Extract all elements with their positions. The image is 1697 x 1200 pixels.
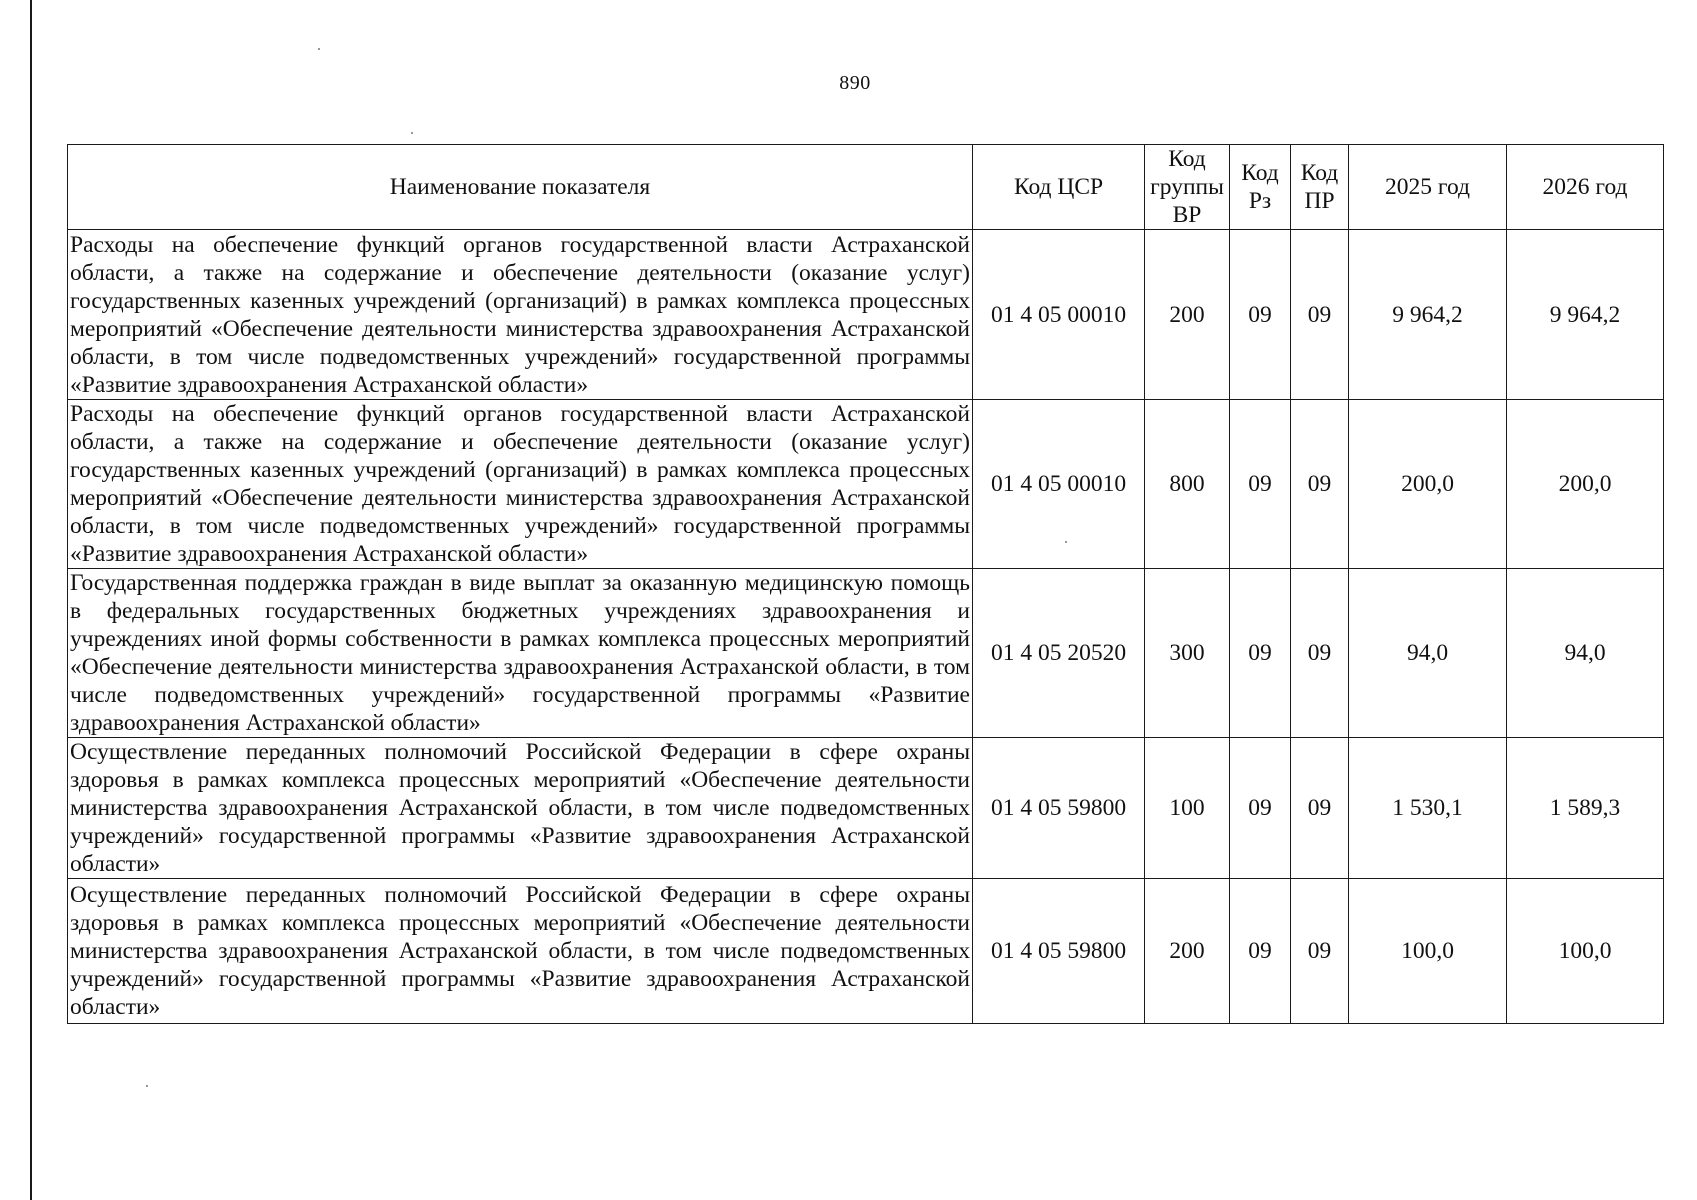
row-amount-2026: 100,0 bbox=[1507, 879, 1664, 1024]
table-row bbox=[68, 738, 1664, 879]
row-code-rz: 09 bbox=[1230, 400, 1291, 569]
row-code-vr: 200 bbox=[1145, 230, 1230, 400]
header-code-rz bbox=[1230, 145, 1291, 230]
row-name: Государственная поддержка граждан в виде выплат за оказанную медицинскую помощь в федеральных государственных бюджетных учреждениях здравоохранения и учреждениях иной формы собственности в рамках комплекса процессных мероприятий «Обеспечение деятельности министерства здравоохранения Астраханской области, в том числе подведомственных учреждений» государственной программы «Развитие здравоохранения Астраханской области» bbox=[68, 569, 973, 738]
header-name: Наименование показателя bbox=[68, 145, 973, 230]
row-amount-2025: 200,0 bbox=[1349, 400, 1507, 569]
header-year-2026: 2026 год bbox=[1507, 145, 1664, 230]
table-header-row bbox=[68, 145, 1664, 230]
row-name: Осуществление переданных полномочий Российской Федерации в сфере охраны здоровья в рамках комплекса процессных мероприятий «Обеспечение деятельности министерства здравоохранения Астраханской области, в том числе подведомственных учреждений» государственной программы «Развитие здравоохранения Астраханской области» bbox=[68, 879, 973, 1024]
row-amount-2026: 94,0 bbox=[1507, 569, 1664, 738]
budget-table bbox=[67, 144, 1664, 1024]
table-row bbox=[68, 230, 1664, 400]
row-code-csr: 01 4 05 20520 bbox=[973, 569, 1145, 738]
row-code-rz: 09 bbox=[1230, 879, 1291, 1024]
row-code-rz: 09 bbox=[1230, 230, 1291, 400]
header-code-pr-line: ПР bbox=[1304, 188, 1335, 214]
scan-speck bbox=[411, 132, 413, 134]
row-amount-2025: 100,0 bbox=[1349, 879, 1507, 1024]
scan-speck bbox=[318, 48, 320, 50]
header-code-csr: Код ЦСР bbox=[973, 145, 1145, 230]
row-amount-2026: 1 589,3 bbox=[1507, 738, 1664, 879]
row-amount-2025: 9 964,2 bbox=[1349, 230, 1507, 400]
scan-speck bbox=[146, 1085, 148, 1087]
row-amount-2026: 200,0 bbox=[1507, 400, 1664, 569]
row-code-pr: 09 bbox=[1291, 738, 1349, 879]
row-name: Осуществление переданных полномочий Российской Федерации в сфере охраны здоровья в рамках комплекса процессных мероприятий «Обеспечение деятельности министерства здравоохранения Астраханской области, в том числе подведомственных учреждений» государственной программы «Развитие здравоохранения Астраханской области» bbox=[68, 738, 973, 879]
header-code-vr bbox=[1145, 145, 1230, 230]
row-amount-2025: 1 530,1 bbox=[1349, 738, 1507, 879]
row-code-csr: 01 4 05 59800 bbox=[973, 738, 1145, 879]
header-code-rz-line: Рз bbox=[1248, 188, 1272, 214]
row-code-vr: 200 bbox=[1145, 879, 1230, 1024]
header-code-vr-line: Код bbox=[1168, 146, 1206, 172]
row-amount-2025: 94,0 bbox=[1349, 569, 1507, 738]
header-code-rz-line: Код bbox=[1241, 160, 1279, 186]
row-name: Расходы на обеспечение функций органов государственной власти Астраханской области, а также на содержание и обеспечение деятельности (оказание услуг) государственных казенных учреждений (организаций) в рамках комплекса процессных мероприятий «Обеспечение деятельности министерства здравоохранения Астраханской области, в том числе подведомственных учреждений» государственной программы «Развитие здравоохранения Астраханской области» bbox=[68, 230, 973, 400]
header-code-pr bbox=[1291, 145, 1349, 230]
row-code-csr: 01 4 05 00010 bbox=[973, 400, 1145, 569]
row-code-vr: 100 bbox=[1145, 738, 1230, 879]
table-row bbox=[68, 400, 1664, 569]
row-code-rz: 09 bbox=[1230, 738, 1291, 879]
header-code-vr-line: ВР bbox=[1172, 202, 1202, 228]
header-code-pr-line: Код bbox=[1300, 160, 1339, 186]
row-code-csr: 01 4 05 00010 bbox=[973, 230, 1145, 400]
row-code-vr: 800 bbox=[1145, 400, 1230, 569]
row-code-rz: 09 bbox=[1230, 569, 1291, 738]
page-number: 890 bbox=[839, 72, 871, 94]
table-row bbox=[68, 569, 1664, 738]
row-code-pr: 09 bbox=[1291, 230, 1349, 400]
row-amount-2026: 9 964,2 bbox=[1507, 230, 1664, 400]
header-year-2025: 2025 год bbox=[1349, 145, 1507, 230]
row-code-pr: 09 bbox=[1291, 879, 1349, 1024]
row-code-pr: 09 bbox=[1291, 400, 1349, 569]
table-row bbox=[68, 879, 1664, 1024]
row-code-pr: 09 bbox=[1291, 569, 1349, 738]
row-code-csr: 01 4 05 59800 bbox=[973, 879, 1145, 1024]
header-code-vr-line: группы bbox=[1150, 174, 1224, 200]
left-margin-rule bbox=[30, 0, 32, 1200]
row-name: Расходы на обеспечение функций органов государственной власти Астраханской области, а также на содержание и обеспечение деятельности (оказание услуг) государственных казенных учреждений (организаций) в рамках комплекса процессных мероприятий «Обеспечение деятельности министерства здравоохранения Астраханской области, в том числе подведомственных учреждений» государственной программы «Развитие здравоохранения Астраханской области» bbox=[68, 400, 973, 569]
row-code-vr: 300 bbox=[1145, 569, 1230, 738]
